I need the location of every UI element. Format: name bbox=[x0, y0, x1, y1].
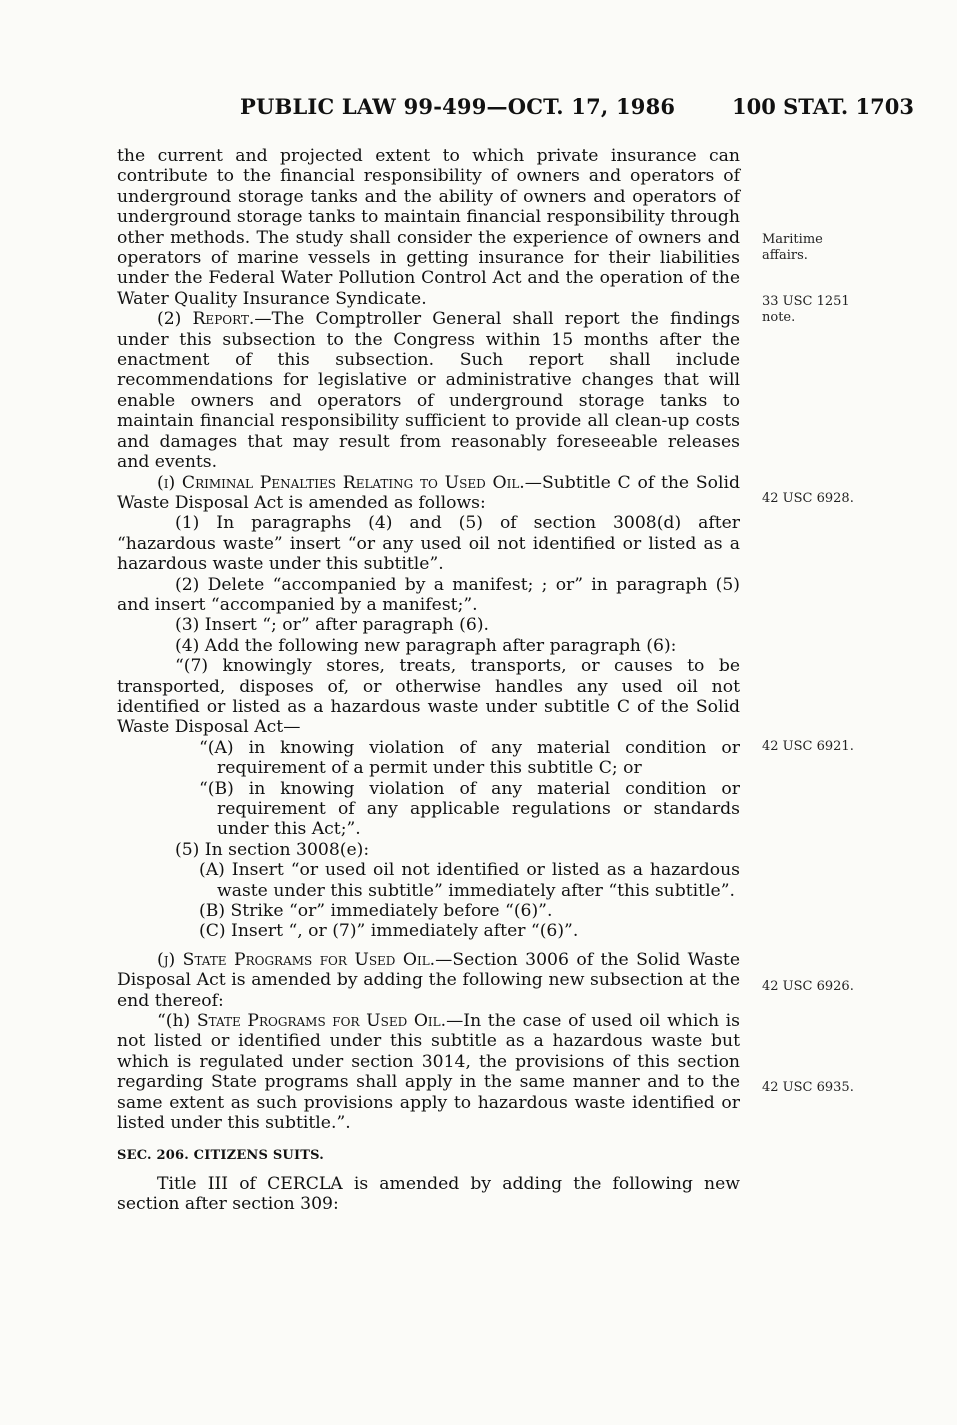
subsection-i-4: (4) Add the following new paragraph after paragraph (6): bbox=[175, 635, 677, 656]
subsection-i-1: (1) In paragraphs (4) and (5) of section 3008(d) after “hazardous waste” insert “or any used oil not identified or listed as a hazardous waste under this subtitle”. bbox=[117, 513, 740, 575]
subsection-h-text: —In the case of used oil which is not listed or identified under this subtitle as a hazardous waste but which is regulated under section 3014, the provisions of this section regarding State programs shall apply in the same manner and to the same extent as such provisions apply to hazardous waste identified or listed under this subtitle.”. bbox=[117, 1011, 740, 1134]
margin-note-33-usc-1251: 33 USC 1251 note. bbox=[762, 294, 850, 325]
subsection-i-5-C: (C) Insert “, or (7)” immediately after “(6)”. bbox=[199, 921, 579, 942]
subsection-j bbox=[117, 950, 740, 1011]
subsection-i-text: —Subtitle C of the Solid Waste Disposal Act is amended as follows: bbox=[117, 472, 740, 513]
stat-citation: 100 STAT. 1703 bbox=[732, 94, 914, 119]
subsection-j-heading: (j) State Programs for Used Oil. bbox=[157, 949, 436, 970]
subsection-i-2: (2) Delete “accompanied by a manifest; ; or” in paragraph (5) and insert “accompanied by a manifest;”. bbox=[117, 574, 740, 615]
page-header bbox=[0, 94, 957, 128]
paragraph-7-A: “(A) in knowing violation of any material condition or requirement of a permit under this subtitle C; or bbox=[199, 737, 740, 779]
subsection-h: “(h) State Programs for Used Oil.—In the case of used oil which is not listed or identified under this subtitle as a hazardous waste but which is regulated under section 3014, the provisions of this section regarding State programs shall apply in the same manner and to the same extent as such provisions apply to hazardous waste identified or listed under this subtitle.”. bbox=[117, 1011, 740, 1134]
section-206-text: Title III of CERCLA is amended by adding the following new section after section 309: bbox=[117, 1173, 740, 1215]
paragraph-report bbox=[117, 309, 740, 472]
running-title: PUBLIC LAW 99-499—OCT. 17, 1986 bbox=[240, 94, 676, 119]
margin-note-42-usc-6921: 42 USC 6921. bbox=[762, 739, 854, 754]
margin-note-maritime: Maritime affairs. bbox=[762, 232, 823, 263]
margin-note-42-usc-6928: 42 USC 6928. bbox=[762, 491, 854, 506]
paragraph-continuation: the current and projected extent to which private insurance can contribute to the financial responsibility of owners and operators of underground storage tanks and the ability of owners and operators of underground storage tanks to maintain financial responsibility through other methods. The study shall consider the experience of owners and operators of marine vessels in getting insurance for their liabilities under the Federal Water Pollution Control Act and the operation of the Water Quality Insurance Syndicate. bbox=[117, 146, 740, 309]
subsection-i-3: (3) Insert “; or” after paragraph (6). bbox=[175, 615, 489, 636]
subsection-i-5-B: (B) Strike “or” immediately before “(6)”. bbox=[199, 901, 553, 922]
subsection-i-5: (5) In section 3008(e): bbox=[175, 839, 370, 860]
subsection-i-5-A: (A) Insert “or used oil not identified or listed as a hazardous waste under this subtitle” immediately after “this subtitle”. bbox=[199, 860, 740, 901]
report-heading: (2) Report. bbox=[157, 309, 255, 330]
report-text: —The Comptroller General shall report the findings under this subsection to the Congress within 15 months after the enactment of this subsection. Such report shall include recommendations for legislative or administrative changes that will enable owners and operators of underground storage tanks to maintain financial responsibility sufficient to provide all clean-up costs and damages that may result from reasonably foreseeable releases and events. bbox=[117, 309, 740, 473]
statute-body bbox=[117, 146, 740, 1215]
paragraph-7-B: “(B) in knowing violation of any material condition or requirement of any applicable regulations or standards under this Act;”. bbox=[199, 778, 740, 840]
paragraph-7: “(7) knowingly stores, treats, transports, or causes to be transported, disposes of, or otherwise handles any used oil not identified or listed as a hazardous waste under subtitle C of the Solid Waste Disposal Act— bbox=[117, 656, 740, 738]
subsection-i-heading: (i) Criminal Penalties Relating to Used Oil. bbox=[157, 472, 525, 493]
margin-note-42-usc-6926: 42 USC 6926. bbox=[762, 979, 854, 994]
margin-note-42-usc-6935: 42 USC 6935. bbox=[762, 1080, 854, 1095]
section-heading: SEC. 206. CITIZENS SUITS. bbox=[117, 1147, 324, 1163]
subsection-i bbox=[117, 473, 740, 514]
subsection-j-text: —Section 3006 of the Solid Waste Disposal Act is amended by adding the following new subsection at the end thereof: bbox=[117, 949, 740, 1011]
subsection-h-heading: State Programs for Used Oil. bbox=[196, 1011, 447, 1032]
